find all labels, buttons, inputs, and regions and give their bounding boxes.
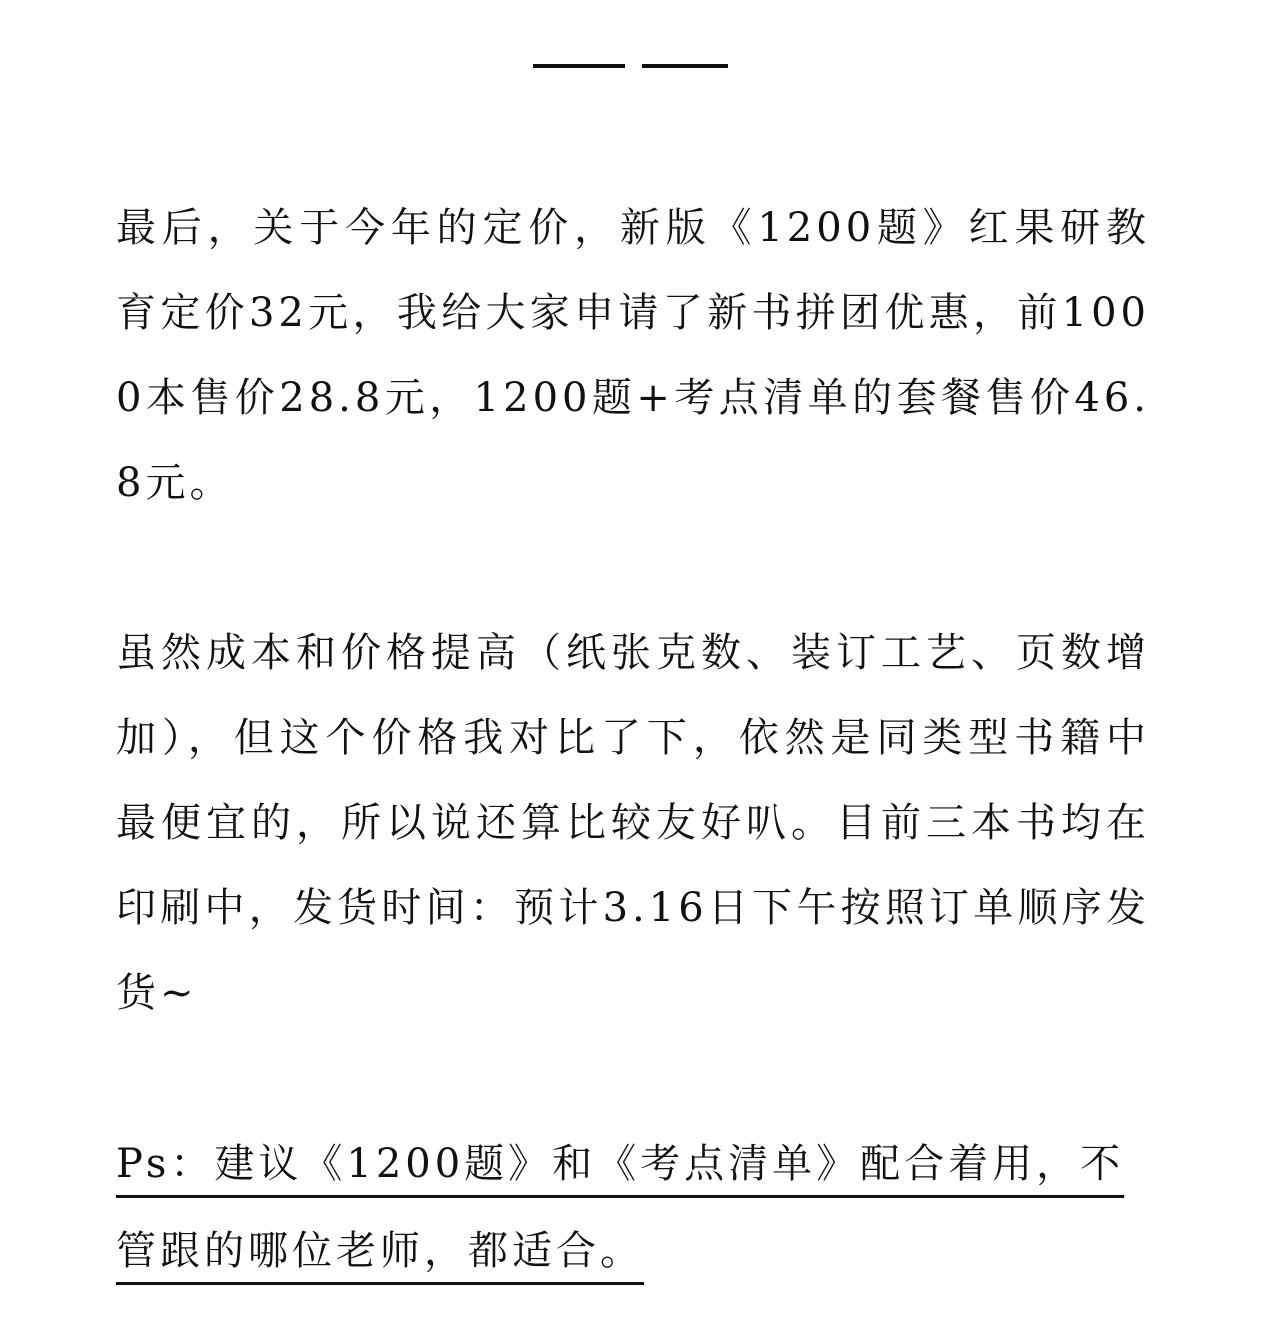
divider-dash-right xyxy=(642,64,728,68)
paragraph-pricing: 最后，关于今年的定价，新版《1200题》红果研教育定价32元，我给大家申请了新书拼团优惠，前1000本售价28.8元，1200题+考点清单的套餐售价46.8元。 xyxy=(116,205,1150,506)
ps-note-text: Ps：建议《1200题》和《考点清单》配合着用，不管跟的哪位老师，都适合。 xyxy=(116,1141,1125,1274)
paragraph-ps-note xyxy=(116,1121,1150,1295)
article-body xyxy=(116,186,1150,1335)
paragraph-shipping: 虽然成本和价格提高（纸张克数、装订工艺、页数增加），但这个价格我对比了下，依然是同类型书籍中最便宜的，所以说还算比较友好叭。目前三本书均在印刷中，发货时间：预计3.16日下午按照订单顺序发货~ xyxy=(116,630,1150,1016)
divider-dash-left xyxy=(533,64,625,68)
